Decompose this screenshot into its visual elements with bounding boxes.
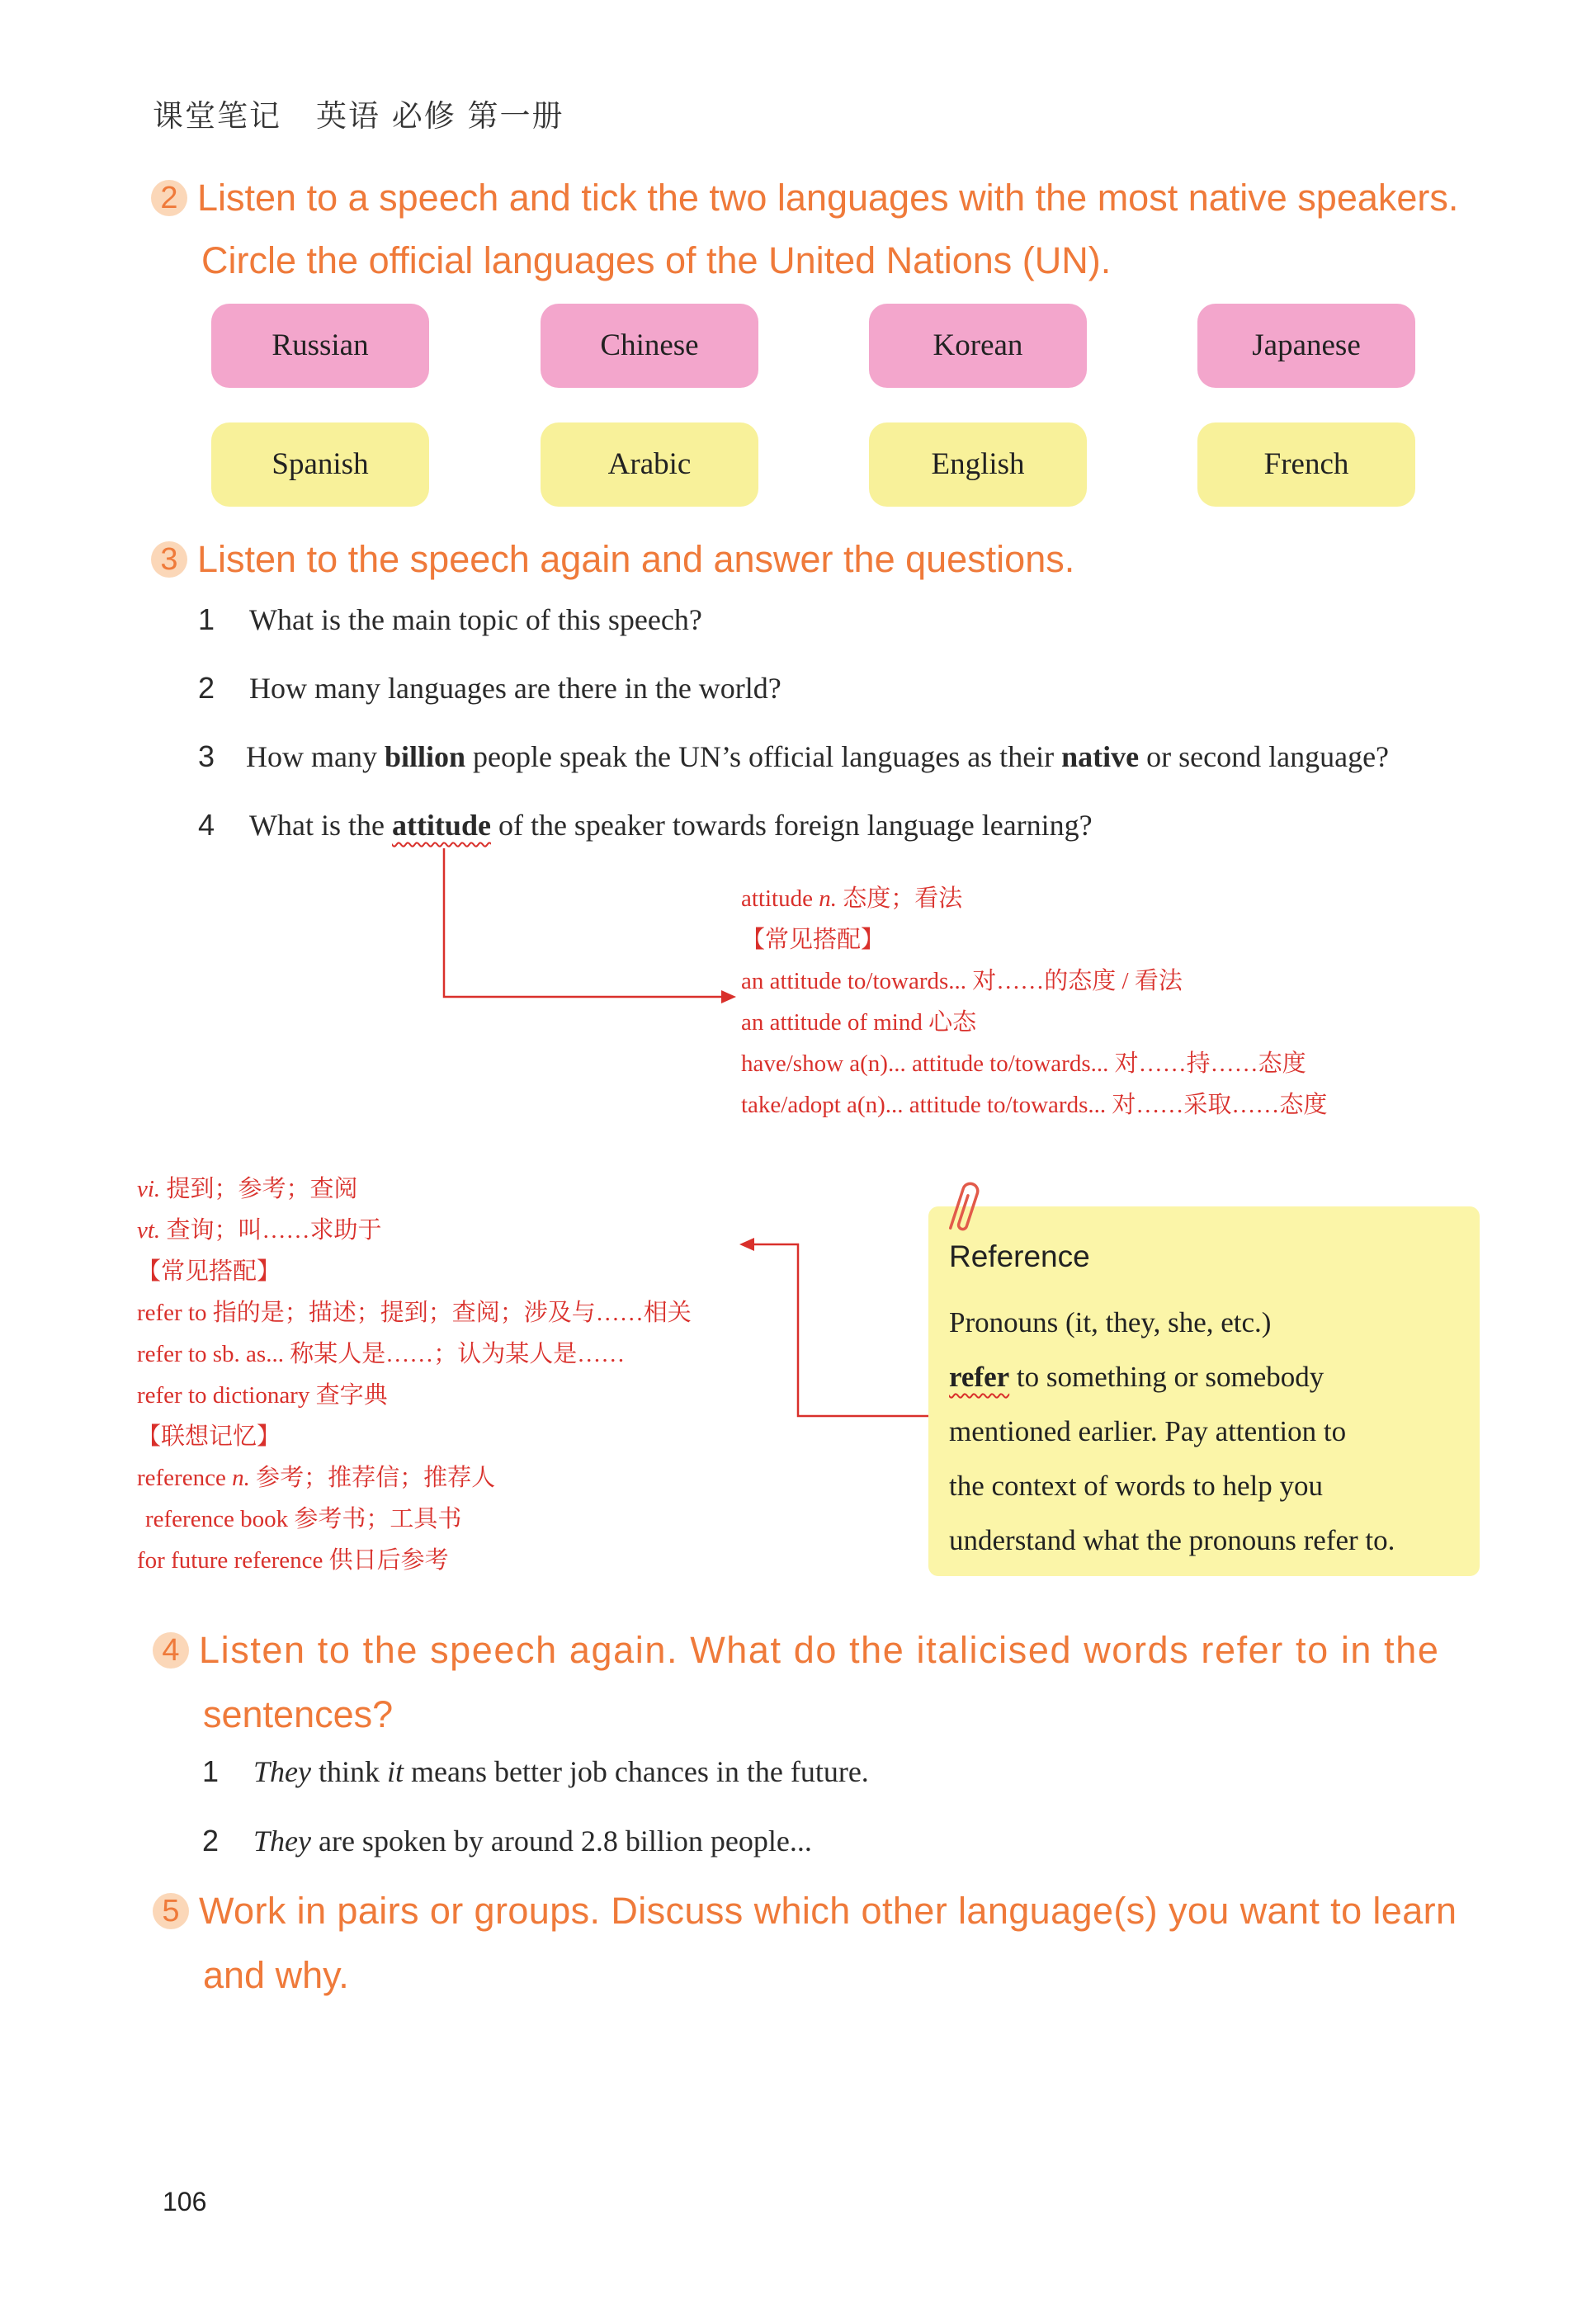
question-3: 3 How many billion people speak the UN’s official languages as their native or second language? xyxy=(198,739,1390,773)
question-2: 2 How many languages are there in the world? xyxy=(198,671,781,705)
task-5-line-1: 5 Work in pairs or groups. Discuss which other language(s) you want to learn xyxy=(153,1880,1457,1942)
language-spanish[interactable]: Spanish xyxy=(211,422,429,507)
task-5-line-2: and why. xyxy=(203,1954,349,1996)
refer-collocation-2: refer to sb. as... 称某人是……；认为某人是…… xyxy=(137,1341,626,1367)
attitude-collocation-4: take/adopt a(n)... attitude to/towards... 对……采取……态度 xyxy=(741,1092,1328,1118)
language-english[interactable]: English xyxy=(869,422,1087,507)
attitude-collocation-heading: 【常见搭配】 xyxy=(741,927,885,953)
page-number: 106 xyxy=(163,2187,207,2216)
reference-text: Pronouns (it, they, she, etc.) refer to something or somebody mentioned earlier. Pay attention to the context of words to help you understand what the pronouns refer to. xyxy=(949,1306,1395,1556)
attitude-collocation-1: an attitude to/towards... 对……的态度 / 看法 xyxy=(741,968,1183,994)
attitude-definition: attitude n. 态度；看法 xyxy=(741,885,963,912)
word-attitude: attitude xyxy=(391,809,491,842)
refer-vt-definition: vt. 查询；叫……求助于 xyxy=(137,1217,382,1244)
language-arabic[interactable]: Arabic xyxy=(541,422,758,507)
refer-vi-definition: vi. 提到；参考；查阅 xyxy=(137,1176,358,1202)
attitude-arrow xyxy=(444,848,736,1003)
language-french[interactable]: French xyxy=(1197,422,1415,507)
task-4-sentence-1: 1 They think it means better job chances in the future. xyxy=(202,1754,869,1788)
reference-book: reference book 参考书；工具书 xyxy=(145,1506,462,1532)
task-4-number: 4 xyxy=(153,1632,189,1669)
refer-collocation-1: refer to 指的是；描述；提到；查阅；涉及与……相关 xyxy=(137,1300,692,1326)
paperclip-icon xyxy=(947,1178,980,1238)
question-1: 1 What is the main topic of this speech? xyxy=(198,602,702,636)
reference-title: Reference xyxy=(949,1239,1090,1273)
refer-collocation-3: refer to dictionary 查字典 xyxy=(137,1382,388,1409)
language-chinese[interactable]: Chinese xyxy=(541,304,758,388)
task-2-line-2: Circle the official languages of the United Nations (UN). xyxy=(201,239,1112,281)
word-billion: billion xyxy=(384,740,466,773)
task-3-title: 3 Listen to the speech again and answer the questions. xyxy=(151,528,1074,591)
refer-collocation-heading: 【常见搭配】 xyxy=(137,1258,281,1285)
language-japanese[interactable]: Japanese xyxy=(1197,304,1415,388)
attitude-collocation-3: have/show a(n)... attitude to/towards... 对……持……态度 xyxy=(741,1050,1306,1077)
future-reference: for future reference 供日后参考 xyxy=(137,1547,449,1574)
question-4: 4 What is the attitude of the speaker towards foreign language learning? xyxy=(198,808,1093,842)
task-3-number: 3 xyxy=(151,541,187,578)
header-series: 课堂笔记 xyxy=(153,98,281,134)
task-2-number: 2 xyxy=(151,180,187,216)
refer-association-heading: 【联想记忆】 xyxy=(137,1423,281,1450)
task-4-line-1: 4 Listen to the speech again. What do the italicised words refer to in the xyxy=(153,1619,1440,1682)
attitude-collocation-2: an attitude of mind 心态 xyxy=(741,1009,977,1036)
task-2-line-1: 2 Listen to a speech and tick the two languages with the most native speakers. xyxy=(151,167,1458,229)
header-subject: 英语 必修 第一册 xyxy=(316,98,564,134)
language-russian[interactable]: Russian xyxy=(211,304,429,388)
word-refer: refer xyxy=(949,1361,1010,1393)
task-4-sentence-2: 2 They are spoken by around 2.8 billion people... xyxy=(202,1824,812,1857)
language-korean[interactable]: Korean xyxy=(869,304,1087,388)
word-native: native xyxy=(1061,740,1140,773)
task-5-number: 5 xyxy=(153,1893,189,1929)
task-4-line-2: sentences? xyxy=(203,1693,394,1735)
reference-definition: reference n. 参考；推荐信；推荐人 xyxy=(137,1465,496,1491)
